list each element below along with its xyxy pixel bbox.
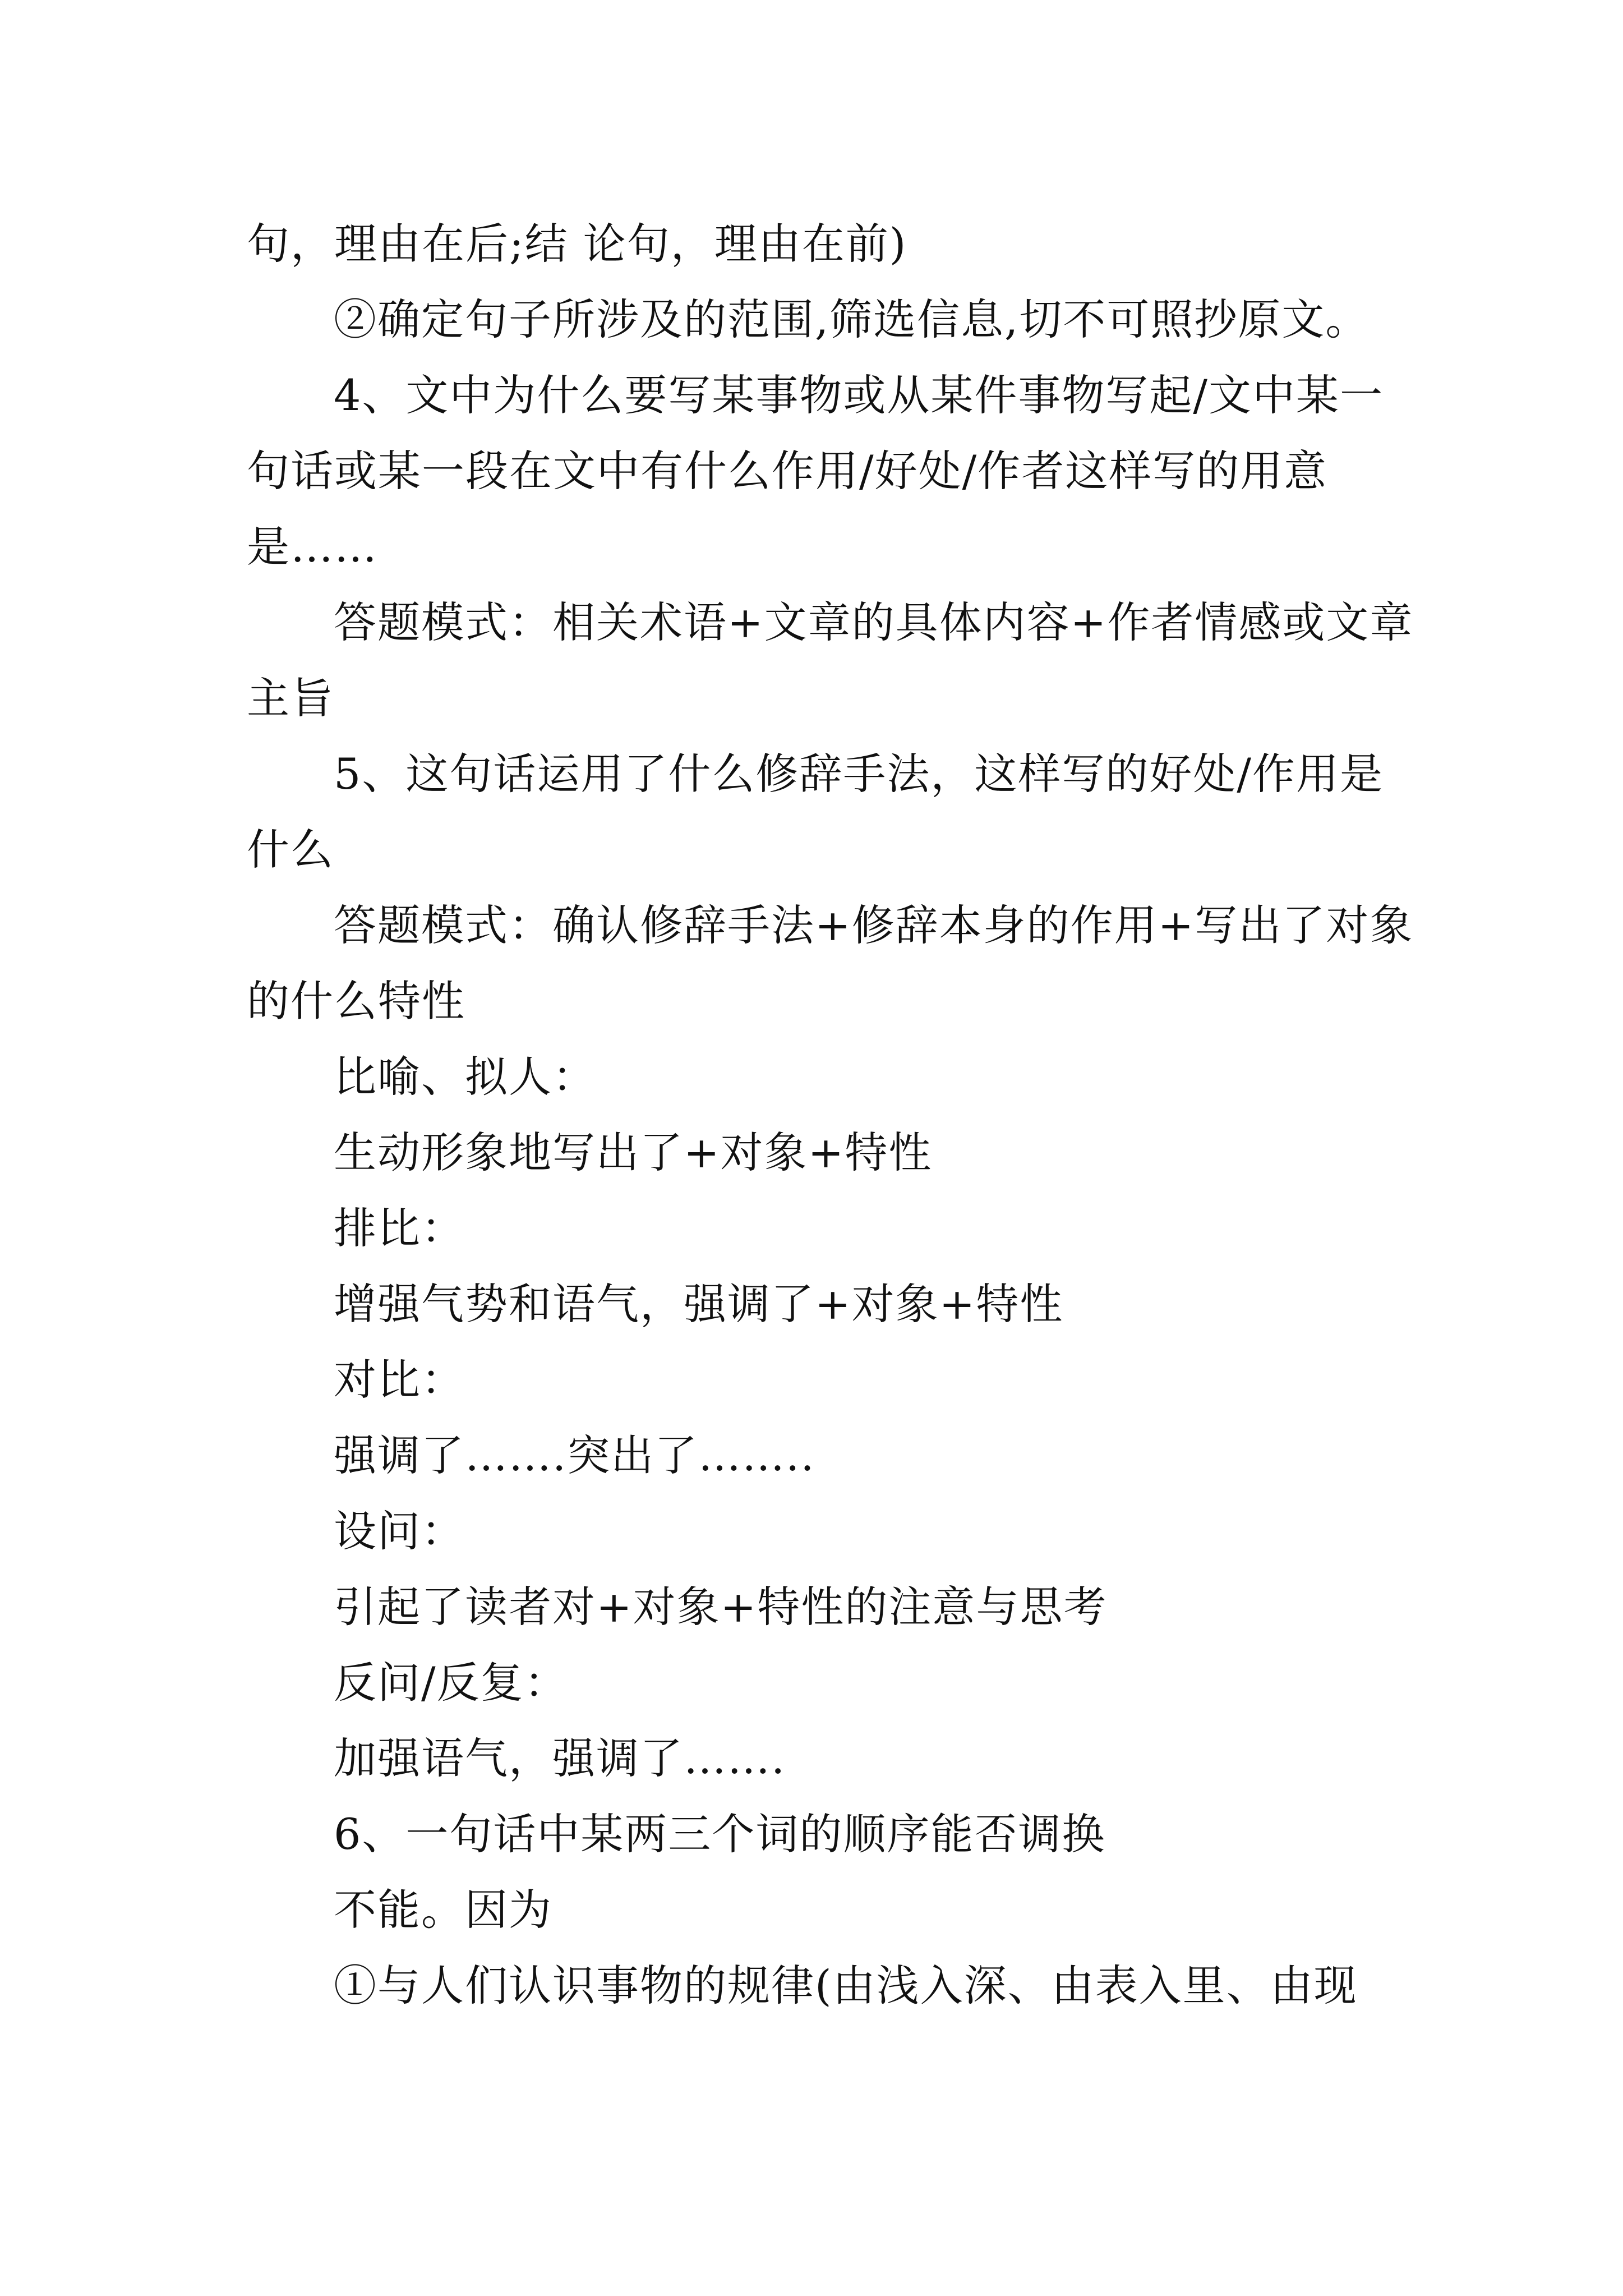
text-line: 引起了读者对+对象+特性的注意与思考 bbox=[334, 1582, 1108, 1632]
text-line: 增强气势和语气，强调了+对象+特性 bbox=[334, 1279, 1064, 1329]
text-line: 句，理由在后;结 论句，理由在前) bbox=[247, 219, 907, 269]
text-line: 答题模式：相关术语+文章的具体内容+作者情感或文章 bbox=[334, 597, 1414, 647]
text-line: ①与人们认识事物的规律(由浅入深、由表入里、由现 bbox=[334, 1961, 1358, 2010]
text-line: 答题模式：确认修辞手法+修辞本身的作用+写出了对象 bbox=[334, 900, 1414, 950]
text-line: 设问： bbox=[334, 1506, 465, 1556]
text-line: 句话或某一段在文中有什么作用/好处/作者这样写的用意 bbox=[247, 446, 1328, 496]
text-line: 主旨 bbox=[247, 673, 334, 723]
text-line: 生动形象地写出了+对象+特性 bbox=[334, 1128, 933, 1177]
text-line: 反问/反复： bbox=[334, 1658, 568, 1708]
text-line: 不能。因为 bbox=[334, 1885, 552, 1935]
text-line: 的什么特性 bbox=[247, 976, 465, 1026]
text-line: 排比： bbox=[334, 1203, 465, 1253]
text-line: 比喻、拟人： bbox=[334, 1052, 596, 1102]
text-line: 强调了…….突出了…….. bbox=[334, 1430, 815, 1480]
text-line: 什么 bbox=[247, 825, 334, 875]
text-line: 4、文中为什么要写某事物或从某件事物写起/文中某一 bbox=[334, 370, 1384, 420]
text-line: 加强语气，强调了……. bbox=[334, 1733, 786, 1783]
text-line: 对比： bbox=[334, 1355, 465, 1405]
text-line: 6、一句话中某两三个词的顺序能否调换 bbox=[334, 1809, 1106, 1859]
text-line: 是…… bbox=[247, 522, 378, 572]
text-line: ②确定句子所涉及的范围,筛选信息,切不可照抄原文。 bbox=[334, 295, 1370, 344]
text-line: 5、这句话运用了什么修辞手法，这样写的好处/作用是 bbox=[334, 749, 1384, 799]
